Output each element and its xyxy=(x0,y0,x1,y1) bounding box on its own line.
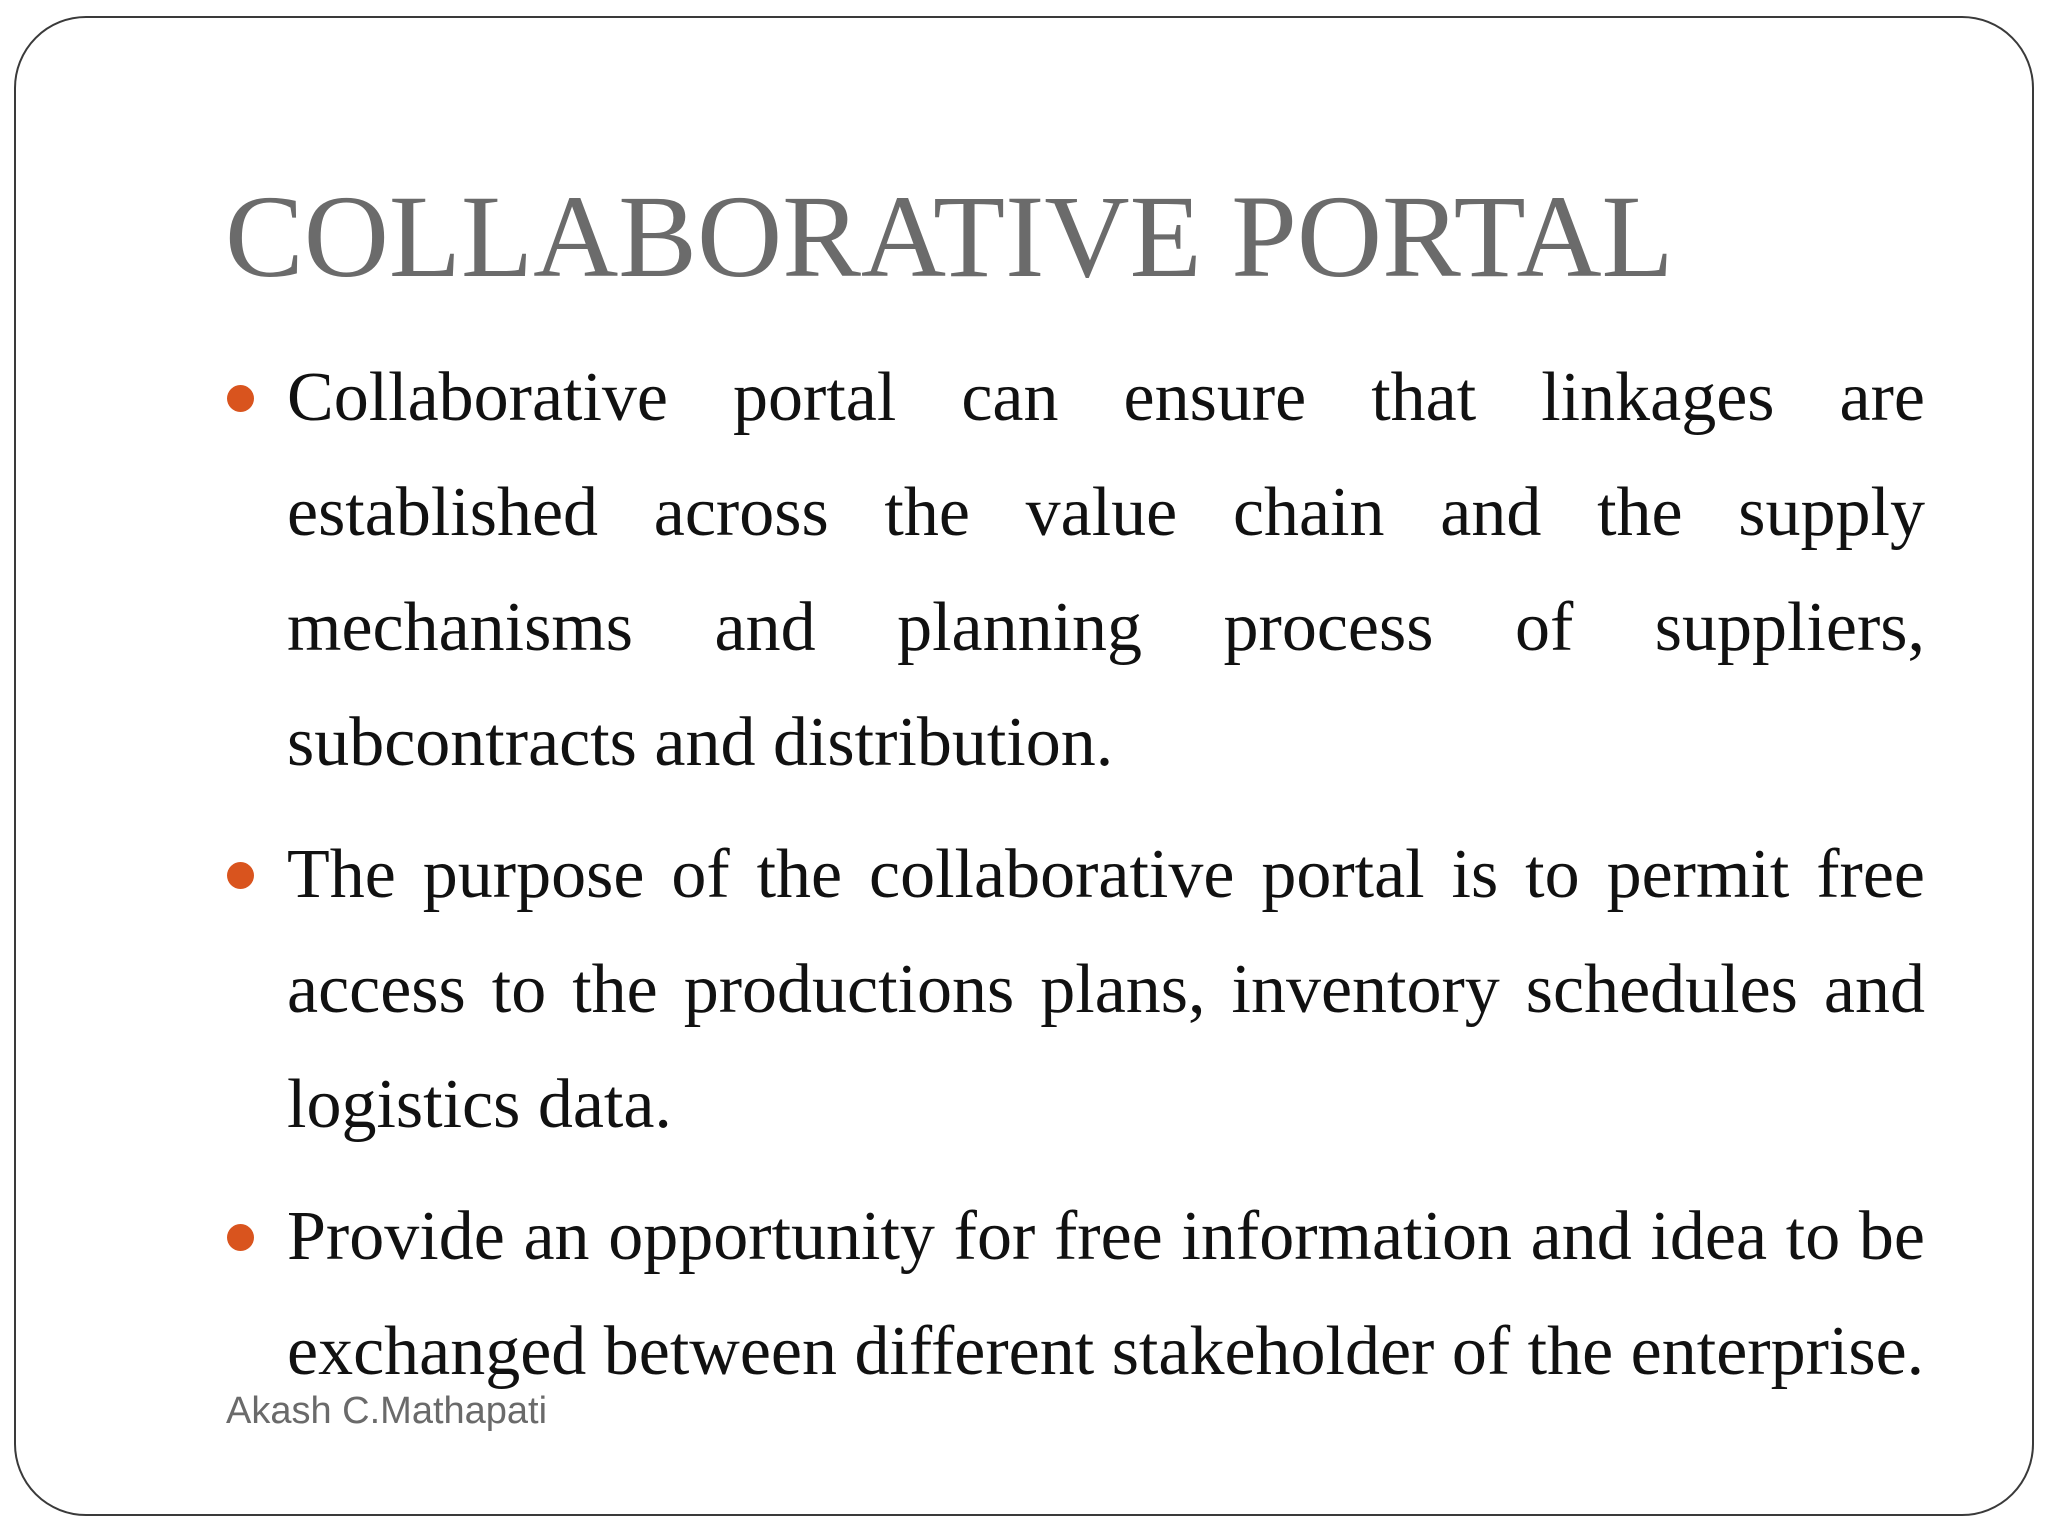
bullet-dot-icon xyxy=(227,385,254,412)
footer-author: Akash C.Mathapati xyxy=(226,1390,548,1432)
slide-title: COLLABORATIVE PORTAL xyxy=(225,171,1674,302)
bullet-text: Collaborative portal can ensure that linkages are established across the value chain and the supply mechanisms and planning process of suppliers, subcontracts and distribution. xyxy=(287,359,1925,781)
bullet-list xyxy=(225,340,1925,1426)
bullet-dot-icon xyxy=(227,862,254,889)
bullet-text: The purpose of the collaborative portal is to permit free access to the productions plans, inventory schedules and logistics data. xyxy=(287,836,1925,1143)
bullet-text: Provide an opportunity for free information and idea to be exchanged between different stakeholder of the enterprise. xyxy=(287,1198,1925,1390)
bullet-item xyxy=(225,817,1925,1162)
bullet-item xyxy=(225,1179,1925,1409)
bullet-dot-icon xyxy=(227,1224,254,1251)
bullet-item xyxy=(225,340,1925,800)
